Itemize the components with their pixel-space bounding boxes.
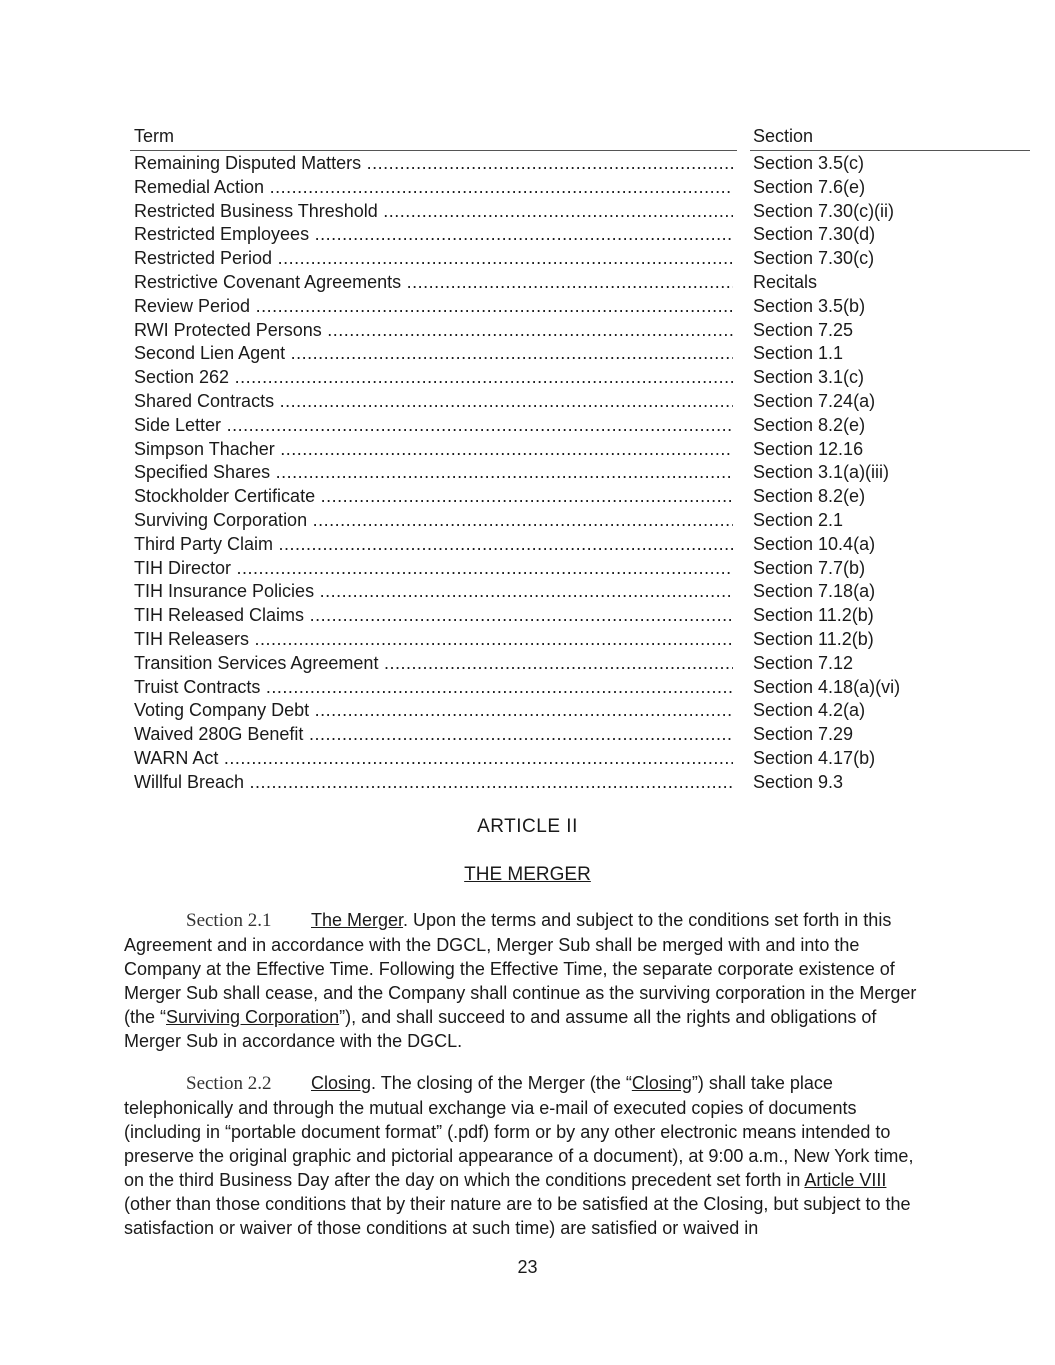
defined-term: Surviving Corporation [166,1007,340,1027]
index-row [130,151,1030,175]
index-term: Truist Contracts ..... [134,675,733,699]
index-section-ref: Section 7.30(d) [753,224,876,245]
index-table-body [130,151,1030,794]
index-table-header [130,125,1030,151]
index-row [130,603,1030,627]
index-row [130,199,1030,223]
index-row [130,413,1030,437]
index-term: TIH Releasers ..... [134,627,733,651]
index-section-ref: Section 9.3 [753,771,844,792]
index-section-ref: Section 8.2(e) [753,414,866,435]
index-row [130,508,1030,532]
index-section-ref: Section 3.5(c) [753,153,865,173]
article-cross-reference[interactable]: Article VIII [804,1170,887,1190]
index-section-ref: Section 7.18(a) [753,581,876,602]
index-term: Remedial Action ..... [134,175,733,199]
index-row [130,675,1030,699]
index-section-ref: Section 7.6(e) [753,176,866,197]
index-row [130,698,1030,722]
index-row [130,437,1030,461]
section-text: . Upon the terms and subject to the conditions set forth in this Agreement and in accordance with the DGCL, Merger Sub shall be merged with and into the Company at the Effective Time. Following the Effective Time, the separate corporate existence of Merger Sub shall cease, and the Company shall continue as the surviving corporation in the Merger (the “ [124,910,917,1027]
index-term: Waived 280G Benefit ..... [134,722,733,746]
index-section-ref: Recitals [753,271,818,292]
section-column-header: Section [753,126,814,146]
index-section-ref: Section 10.4(a) [753,533,876,554]
index-term: Surviving Corporation ..... [134,508,733,532]
section-text: . The closing of the Merger (the “ [371,1073,632,1093]
index-row [130,222,1030,246]
index-row [130,770,1030,794]
index-term: Specified Shares ..... [134,460,733,484]
index-section-ref: Section 7.25 [753,319,854,340]
index-term: Restricted Employees ..... [134,222,733,246]
index-section-ref: Section 3.1(c) [753,367,865,388]
index-section-ref: Section 7.30(c)(ii) [753,200,895,221]
index-section-ref: Section 3.5(b) [753,295,866,316]
index-row [130,365,1030,389]
index-term: WARN Act ..... [134,746,733,770]
index-term: Stockholder Certificate ..... [134,484,733,508]
index-term: Transition Services Agreement ..... [134,651,733,675]
index-row [130,246,1030,270]
index-section-ref: Section 7.12 [753,652,854,673]
index-row [130,389,1030,413]
index-section-ref: Section 2.1 [753,509,844,530]
page-number: 23 [517,1257,538,1277]
index-row [130,460,1030,484]
index-term: Side Letter ..... [134,413,733,437]
section-number: Section 2.1 [186,910,272,931]
index-term: Voting Company Debt ..... [134,698,733,722]
index-row [130,294,1030,318]
index-row [130,746,1030,770]
index-row [130,175,1030,199]
index-section-ref: Section 7.7(b) [753,557,866,578]
index-term: Remaining Disputed Matters ..... [134,151,733,175]
index-term: Third Party Claim ..... [134,532,733,556]
index-term: TIH Released Claims ..... [134,603,733,627]
section-text: (other than those conditions that by their nature are to be satisfied at the Closing, but subject to the satisfaction or waiver of those conditions at such time) are satisfied or waived in [124,1194,911,1238]
index-section-ref: Section 11.2(b) [753,628,874,649]
section-2-2-paragraph [124,1071,934,1240]
index-row [130,484,1030,508]
index-term: TIH Director ..... [134,556,733,580]
index-term: Restricted Period ..... [134,246,733,270]
index-term: Simpson Thacher ..... [134,437,733,461]
index-term: Restrictive Covenant Agreements ..... [134,270,733,294]
section-number: Section 2.2 [186,1073,272,1094]
index-row [130,722,1030,746]
term-column-header: Term [134,126,174,146]
index-row [130,556,1030,580]
index-section-ref: Section 7.24(a) [753,390,876,411]
index-row [130,318,1030,342]
section-caption: Closing [311,1073,372,1093]
article-number: ARTICLE II [477,816,578,837]
index-section-ref: Section 8.2(e) [753,486,866,507]
index-section-ref: Section 3.1(a)(iii) [753,462,890,483]
index-section-ref: Section 1.1 [753,343,844,364]
index-section-ref: Section 11.2(b) [753,605,874,626]
section-caption: The Merger [311,910,404,930]
defined-term: Closing [631,1073,692,1093]
index-row [130,532,1030,556]
index-section-ref: Section 4.18(a)(vi) [753,676,901,697]
index-row [130,651,1030,675]
index-term: Second Lien Agent ..... [134,341,733,365]
index-section-ref: Section 4.17(b) [753,747,876,768]
section-2-1-paragraph [124,908,934,1053]
index-row [130,579,1030,603]
index-row [130,270,1030,294]
index-term: TIH Insurance Policies ..... [134,579,733,603]
index-term: Shared Contracts ..... [134,389,733,413]
index-section-ref: Section 4.2(a) [753,700,866,721]
index-term: Review Period ..... [134,294,733,318]
index-term: RWI Protected Persons ..... [134,318,733,342]
index-term: Section 262 ..... [134,365,733,389]
index-row [130,341,1030,365]
section-text: ”) shall take place telephonically and through the mutual exchange via e-mail of executed copies of documents (including in “portable document format” (.pdf) form or by any other electronic means intended to preserve the original graphic and pictorial appearance of a document), at 9:00 a.m., New York time, on the third Business Day after the day on which the conditions precedent set forth in [124,1073,914,1190]
index-term: Restricted Business Threshold ..... [134,199,733,223]
article-title: THE MERGER [464,864,591,885]
index-term: Willful Breach ..... [134,770,733,794]
index-row [130,627,1030,651]
index-section-ref: Section 7.29 [753,724,854,745]
section-text: ”), and shall succeed to and assume all the rights and obligations of Merger Sub in accordance with the DGCL. [124,1007,877,1051]
index-section-ref: Section 7.30(c) [753,248,875,269]
index-section-ref: Section 12.16 [753,438,864,459]
